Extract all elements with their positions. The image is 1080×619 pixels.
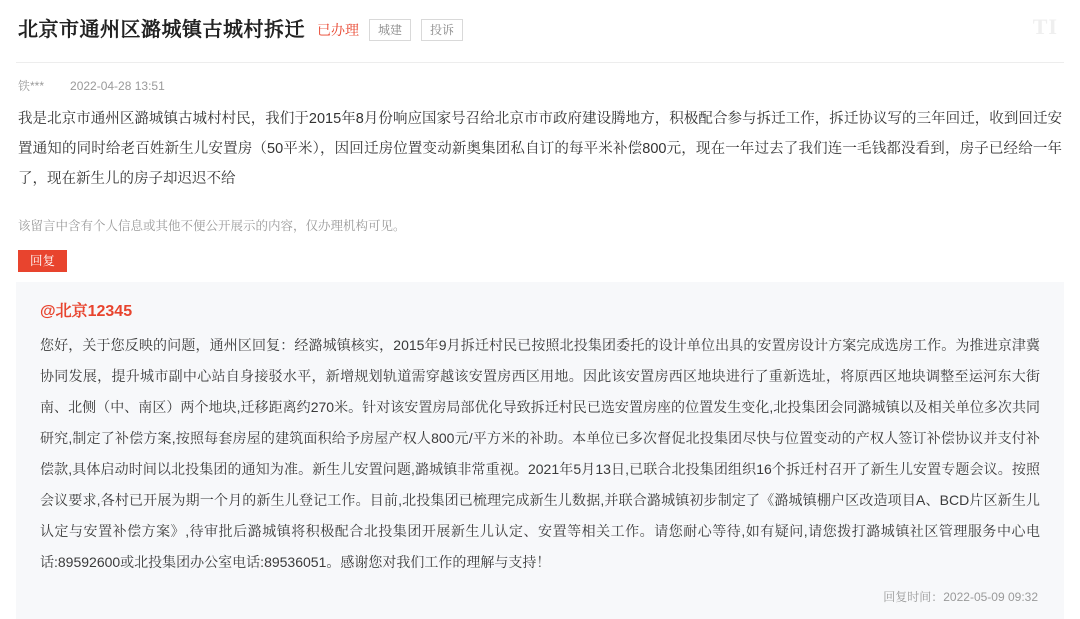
reply-label: 回复: [18, 250, 67, 272]
tag-type[interactable]: 投诉: [421, 19, 463, 41]
post-meta: [16, 63, 1064, 94]
reply-time: [40, 588, 1040, 605]
reply-panel: [16, 282, 1064, 619]
reply-time-value: 2022-05-09 09:32: [943, 590, 1038, 604]
page-header: [16, 0, 1064, 44]
post-body: 我是北京市通州区潞城镇古城村村民，我们于2015年8月份响应国家号召给北京市市政府建设腾地方，积极配合参与拆迁工作，拆迁协议写的三年回迁，收到回迁安置通知的同时给老百姓新生儿安置房（50平米），因回迁房位置变动新奥集团私自订的每平米补偿800元，现在一年过去了我们连一毛钱都没看到，房子已经给一年了，现在新生儿的房子却迟迟不给: [18, 111, 1062, 187]
privacy-notice: 该留言中含有个人信息或其他不便公开展示的内容，仅办理机构可见。: [18, 219, 406, 233]
reply-time-label: 回复时间：: [883, 590, 944, 604]
author-name: 铁***: [18, 79, 45, 93]
post-datetime: 2022-04-28 13:51: [70, 78, 165, 93]
tag-category[interactable]: 城建: [369, 19, 411, 41]
status-badge: 已办理: [317, 22, 359, 38]
page-title: 北京市通州区潞城镇古城村拆迁: [18, 19, 305, 41]
reply-author: @北京12345: [40, 303, 133, 320]
reply-body: 您好，关于您反映的问题，通州区回复：经潞城镇核实，2015年9月拆迁村民已按照北投集团委托的设计单位出具的安置房设计方案完成选房工作。为推进京津冀协同发展，提升城市副中心站自身接驳水平，新增规划轨道需穿越该安置房西区用地。因此该安置房西区地块进行了重新选址，将原西区地块调整至运河东大街南、北侧（中、南区）两个地块,迁移距离约270米。针对该安置房局部优化导致拆迁村民已选安置房座的位置发生变化,北投集团会同潞城镇以及相关单位多次共同研究,制定了补偿方案,按照每套房屋的建筑面积给予房屋产权人800元/平方米的补助。本单位已多次督促北投集团尽快与位置变动的产权人签订补偿协议并支付补偿款,具体启动时间以北投集团的通知为准。新生儿安置问题,潞城镇非常重视。2021年5月13日,已联合北投集团组织16个拆迁村召开了新生儿安置专题会议。按照会议要求,各村已开展为期一个月的新生儿登记工作。目前,北投集团已梳理完成新生儿数据,并联合潞城镇初步制定了《潞城镇棚户区改造项目A、BCD片区新生儿认定与安置补偿方案》,待审批后潞城镇将积极配合北投集团开展新生儿认定、安置等相关工作。请您耐心等待,如有疑问,请您拨打潞城镇社区管理服务中心电话:89592600或北投集团办公室电话:89536051。感谢您对我们工作的理解与支持！: [40, 337, 1040, 570]
watermark-logo: TI: [1032, 14, 1058, 39]
